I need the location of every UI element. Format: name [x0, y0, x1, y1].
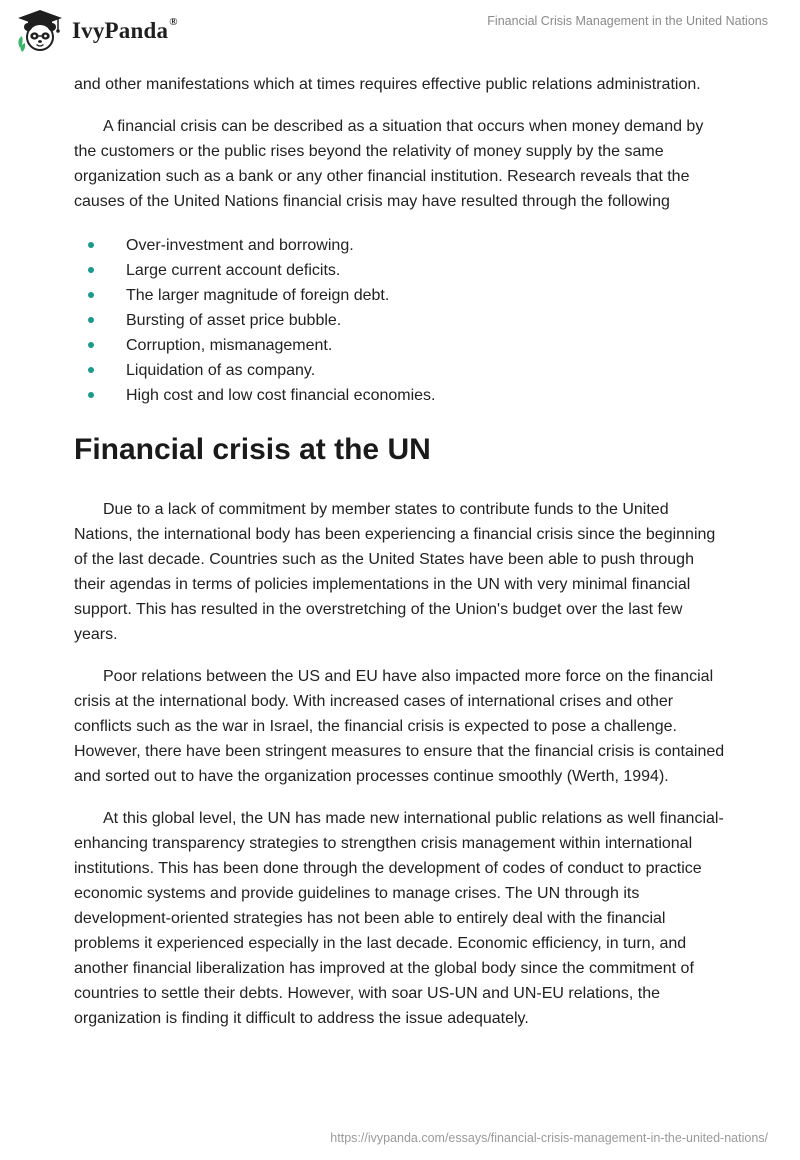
list-item: Corruption, mismanagement. [74, 333, 729, 358]
source-url[interactable]: https://ivypanda.com/essays/financial-crisis-management-in-the-united-nations/ [330, 1131, 768, 1145]
list-item: Liquidation of as company. [74, 358, 729, 383]
essay-content [74, 72, 729, 1031]
paragraph-us-eu-relations: Poor relations between the US and EU have also impacted more force on the financial crisis at the international body. With increased cases of international crises and other conflicts such as the war in Israel, the financial crisis is expected to pose a challenge. However, there have been stringent measures to ensure that the financial crisis is contained and sorted out to have the organization processes continue smoothly (Werth, 1994). [74, 668, 725, 785]
page-header [0, 0, 800, 60]
paragraph-global-level: At this global level, the UN has made new international public relations as well financial-enhancing transparency strategies to strengthen crisis management within international institutions. This has been done through the development of codes of conduct to practice economic systems and provide guidelines to manage crises. The UN through its development-oriented strategies has not been able to entirely deal with the financial problems it experienced especially in the last decade. Economic efficiency, in turn, and another financial liberalization has improved at the global body since the commitment of countries to settle their debts. However, with soar US-UN and UN-EU relations, the organization is finding it difficult to address the issue adequately. [74, 810, 724, 1027]
paragraph-financial-crisis-definition: A financial crisis can be described as a situation that occurs when money demand by the customers or the public rises beyond the relativity of money supply by the same organization such as a bank or any other financial institution. Research reveals that the causes of the United Nations financial crisis may have resulted through the following [74, 118, 704, 210]
bullet-icon [88, 242, 94, 248]
bullet-icon [88, 392, 94, 398]
list-item: The larger magnitude of foreign debt. [74, 283, 729, 308]
causes-list [74, 233, 729, 408]
list-item: Bursting of asset price bubble. [74, 308, 729, 333]
section-heading: Financial crisis at the UN [74, 433, 431, 466]
bullet-icon [88, 292, 94, 298]
list-item: Over-investment and borrowing. [74, 233, 729, 258]
paragraph-continuation: and other manifestations which at times requires effective public relations administration. [74, 76, 701, 93]
brand-name: IvyPanda® [72, 16, 178, 43]
bullet-icon [88, 317, 94, 323]
panda-graduate-logo-icon [14, 8, 66, 54]
paragraph-commitment: Due to a lack of commitment by member states to contribute funds to the United Nations, the international body has been experiencing a financial crisis since the beginning of the last decade. Countries such as the United States have been able to push through their agendas in terms of policies implementations in the UN with very minimal financial support. This has resulted in the overstretching of the Union's budget over the last few years. [74, 501, 716, 643]
bullet-icon [88, 342, 94, 348]
bullet-icon [88, 267, 94, 273]
bullet-icon [88, 367, 94, 373]
list-item: High cost and low cost financial economies. [74, 383, 729, 408]
list-item: Large current account deficits. [74, 258, 729, 283]
ivypanda-logo[interactable] [14, 8, 178, 54]
document-title: Financial Crisis Management in the United Nations [487, 14, 768, 28]
